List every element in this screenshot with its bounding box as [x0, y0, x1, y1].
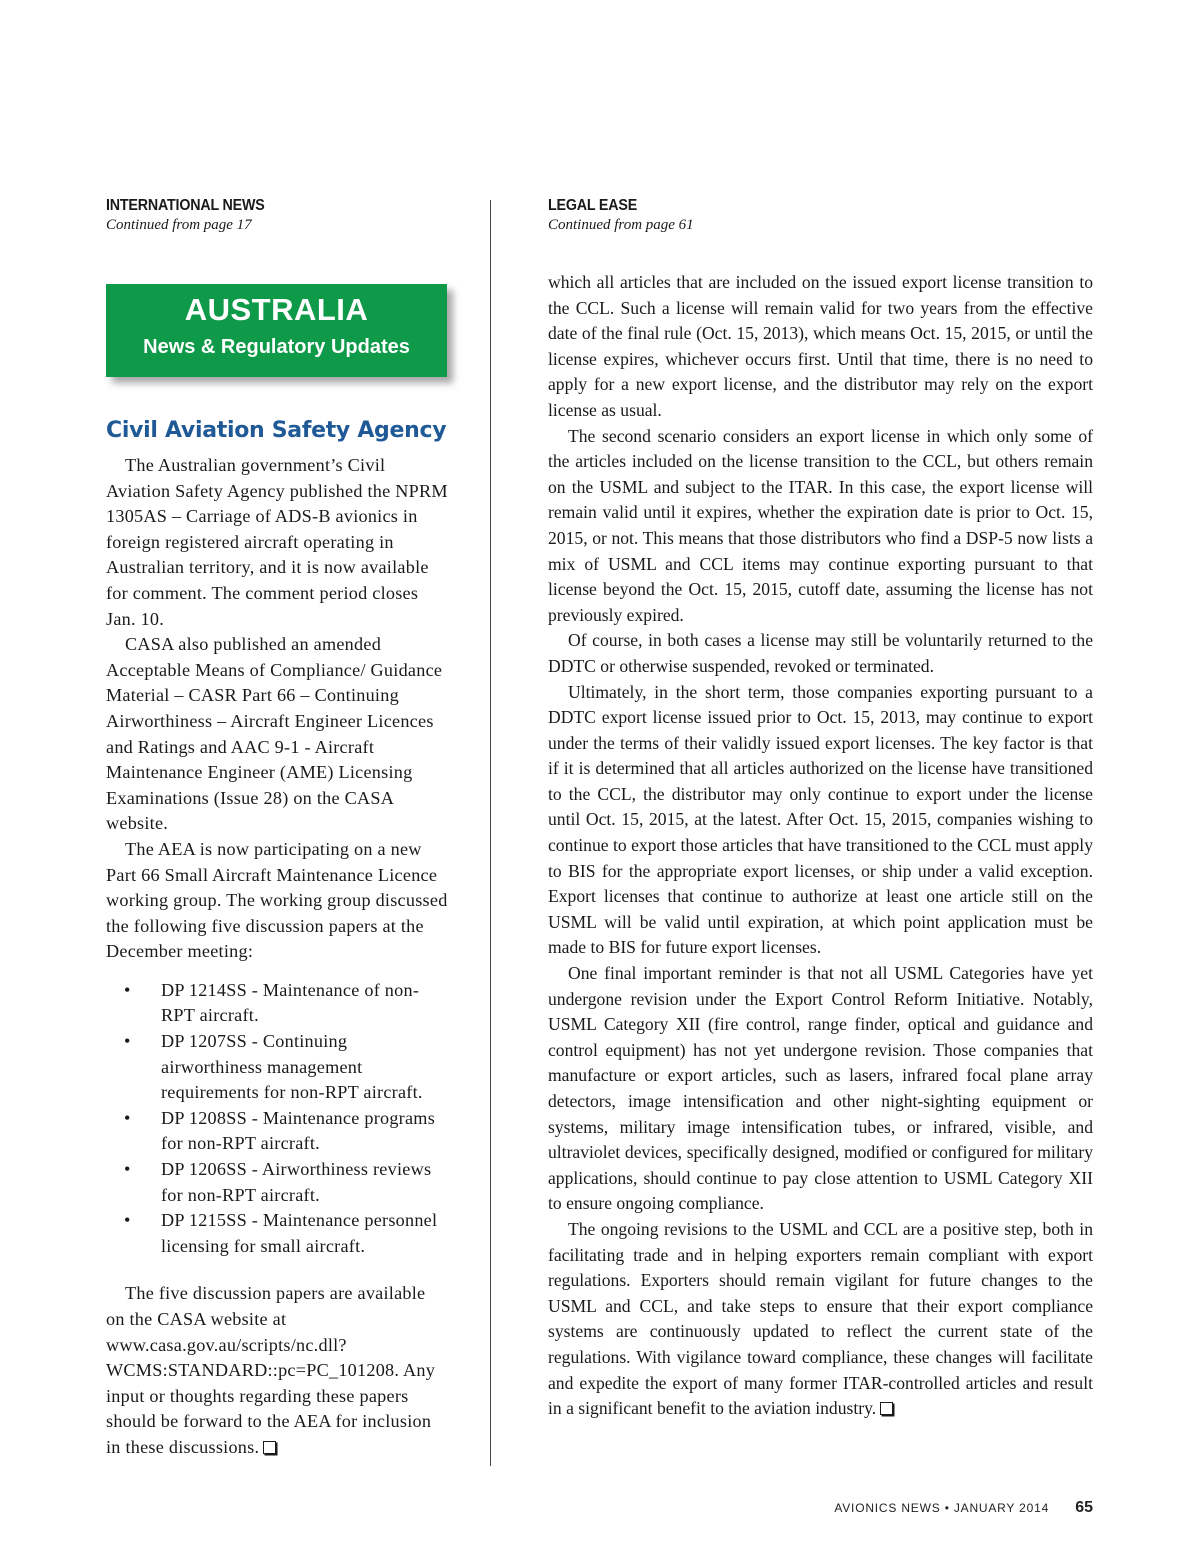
list-item-text: DP 1214SS - Maintenance of non-RPT aircraft.	[161, 979, 420, 1026]
paragraph: which all articles that are included on the issued export license transition to the CCL. Such a license will remain valid for two years from the effective date of the final rule (Oct. 15, 2013), which means Oct. 15, 2015, or until the license expires, whichever occurs first. Until that time, there is no need to apply for a new export license, and the distributor may rely on the export license as usual.	[548, 272, 1093, 420]
discussion-paper-list	[106, 978, 448, 1260]
paragraph: CASA also published an amended Acceptable Means of Compliance/ Guidance Material – CASR Part 66 – Continuing Airworthiness – Aircraft Engineer Licences and Ratings and AAC 9-1 - Aircraft Maintenance Engineer (AME) Licensing Examinations (Issue 28) on the CASA website.	[106, 634, 443, 834]
left-article-body	[106, 453, 448, 1461]
bullet-icon: •	[124, 979, 131, 1000]
paragraph: The AEA is now participating on a new Part 66 Small Aircraft Maintenance Licence working group. The working group discussed the following five discussion papers at the December meeting:	[106, 838, 448, 962]
list-item-text: DP 1206SS - Airworthiness reviews for non-RPT aircraft.	[161, 1159, 432, 1205]
publication-name: AVIONICS NEWS	[834, 1501, 941, 1515]
section-heading: Civil Aviation Safety Agency	[106, 418, 447, 443]
list-item	[106, 1157, 448, 1208]
list-item	[106, 978, 448, 1029]
banner-title: AUSTRALIA	[184, 292, 369, 327]
end-mark-icon	[880, 1402, 893, 1415]
continued-note: Continued from page 61	[548, 217, 694, 233]
footer-separator: •	[944, 1501, 950, 1515]
banner-subtitle: News & Regulatory Updates	[143, 336, 410, 358]
column-divider	[490, 200, 491, 1466]
section-kicker: LEGAL EASE	[548, 197, 638, 214]
paragraph: One final important reminder is that not all USML Categories have yet undergone revision under the Export Control Reform Initiative. Notably, USML Category XII (fire control, range finder, optical and guidance and control equipment) has not yet undergone revision. Those companies that manufacture or export articles, such as lasers, infrared focal plane array detectors, image intensification and other night-sighting equipment or systems, military image intensification tubes, or infrared, visible, and ultraviolet devices, specifically designed, modified or configured for military applications, should continue to pay close attention to USML Category XII to ensure ongoing compliance.	[548, 963, 1093, 1214]
paragraph: The Australian government’s Civil Aviation Safety Agency published the NPRM 1305AS – Carriage of ADS-B avionics in foreign registered aircraft operating in Australian territory, and it is now available for comment. The comment period closes Jan. 10.	[106, 455, 448, 629]
list-item	[106, 1029, 448, 1106]
closing-paragraph	[548, 1217, 1093, 1422]
bullet-icon: •	[124, 1107, 131, 1128]
paragraph: The second scenario considers an export license in which only some of the articles included on the license transition to the CCL, but others remain on the USML and subject to the ITAR. In this case, the export license will remain valid until it expires, whether the expiration date is prior to Oct. 15, 2015, or not. This means that those distributors who find a DSP-5 now lists a mix of USML and CCL items may continue exporting pursuant to that license beyond the Oct. 15, 2015, cutoff date, assuming the license has not previously expired.	[548, 425, 1093, 625]
closing-paragraph	[106, 1281, 448, 1460]
page-footer	[834, 1499, 1093, 1517]
right-column-header	[548, 196, 1093, 235]
list-item	[106, 1106, 448, 1157]
issue-date: JANUARY 2014	[953, 1501, 1050, 1515]
list-item-text: DP 1215SS - Maintenance personnel licensing for small aircraft.	[161, 1210, 438, 1256]
right-article-body	[548, 270, 1093, 1422]
australia-banner	[106, 284, 447, 377]
list-item-text: DP 1208SS - Maintenance programs for non-RPT aircraft.	[161, 1107, 436, 1154]
bullet-icon: •	[124, 1210, 131, 1231]
paragraph: Ultimately, in the short term, those companies exporting pursuant to a DDTC export license issued prior to Oct. 15, 2013, may continue to export under the terms of their validly issued export licenses. The key factor is that if it is determined that all articles authorized on the license have transitioned to the CCL, the distributor may only continue to export under the license until Oct. 15, 2015, at the latest. After Oct. 15, 2015, companies wishing to continue to export those articles that have transitioned to the CCL must apply to BIS for the appropriate export licenses, or ship under a valid exception. Export licenses that continue to authorize at least one article still on the USML will be valid until expiration, at which point application must be made to BIS for future export licenses.	[548, 681, 1093, 958]
list-item-text: DP 1207SS - Continuing airworthiness management requirements for non-RPT aircraft.	[161, 1031, 423, 1103]
page-number: 65	[1075, 1499, 1093, 1516]
section-kicker: INTERNATIONAL NEWS	[106, 197, 265, 214]
bullet-icon: •	[124, 1031, 131, 1052]
left-column-header	[106, 196, 446, 235]
list-item	[106, 1208, 448, 1259]
bullet-icon: •	[124, 1159, 131, 1180]
end-mark-icon	[263, 1441, 276, 1454]
continued-note: Continued from page 17	[106, 217, 252, 233]
closing-text: The five discussion papers are available on the CASA website at www.casa.gov.au/scripts/nc.dll?WCMS:STANDARD::pc=PC_101208. Any input or thoughts regarding these papers should be forward to the AEA for inclusion in these discussions.	[106, 1283, 436, 1457]
paragraph: Of course, in both cases a license may still be voluntarily returned to the DDTC or otherwise suspended, revoked or terminated.	[548, 630, 1093, 676]
closing-text: The ongoing revisions to the USML and CCL are a positive step, both in facilitating trade and in helping exporters remain compliant with export regulations. Exporters should remain vigilant for future changes to the USML and CCL, and take steps to ensure that their export compliance systems are continuously updated to reflect the current state of the regulations. With vigilance toward compliance, these changes will facilitate and expedite the export of many former ITAR-controlled articles and result in a significant benefit to the aviation industry.	[548, 1218, 1093, 1419]
